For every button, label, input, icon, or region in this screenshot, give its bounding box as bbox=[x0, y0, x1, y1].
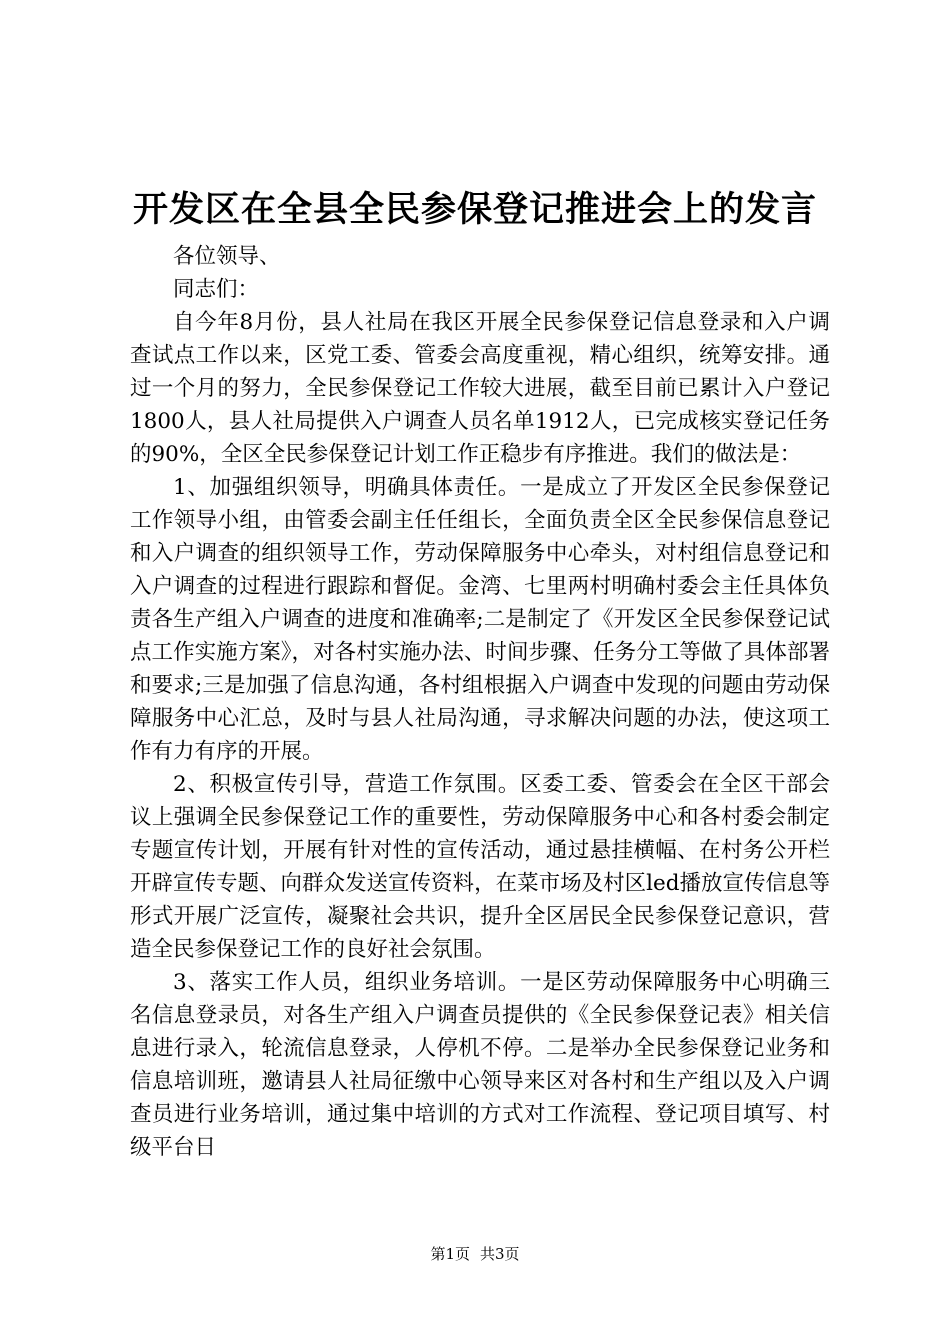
page-footer bbox=[0, 1244, 950, 1264]
page-total: 共3页 bbox=[480, 1245, 520, 1263]
intro-paragraph: 自今年8月份，县人社局在我区开展全民参保登记信息登录和入户调查试点工作以来，区党工委、管委会高度重视，精心组织，统筹安排。通过一个月的努力，全民参保登记工作较大进展，截至目前已累计入户登记1800人，县人社局提供入户调查人员名单1912人，已完成核实登记任务的90%，全区全民参保登记计划工作正稳步有序推进。我们的做法是： bbox=[130, 310, 830, 467]
salutation-comrades: 同志们： bbox=[173, 277, 260, 302]
document-title: 开发区在全县全民参保登记推进会上的发言 bbox=[132, 189, 817, 230]
salutation-leaders: 各位领导、 bbox=[173, 244, 281, 269]
section-2-paragraph: 2、积极宣传引导，营造工作氛围。区委工委、管委会在全区干部会议上强调全民参保登记工作的重要性，劳动保障服务中心和各村委会制定专题宣传计划，开展有针对性的宣传活动，通过悬挂横幅、在村务公开栏开辟宣传专题、向群众发送宣传资料，在菜市场及村区led播放宣传信息等形式开展广泛宣传，凝聚社会共识，提升全区居民全民参保登记意识，营造全民参保登记工作的良好社会氛围。 bbox=[130, 772, 830, 962]
page-number: 第1页 bbox=[430, 1245, 470, 1263]
document-body bbox=[130, 240, 830, 1164]
section-3-paragraph: 3、落实工作人员，组织业务培训。一是区劳动保障服务中心明确三名信息登录员，对各生产组入户调查员提供的《全民参保登记表》相关信息进行录入，轮流信息登录，人停机不停。二是举办全民参保登记业务和信息培训班，邀请县人社局征缴中心领导来区对各村和生产组以及入户调查员进行业务培训，通过集中培训的方式对工作流程、登记项目填写、村级平台日 bbox=[130, 970, 830, 1160]
section-1-paragraph: 1、加强组织领导，明确具体责任。一是成立了开发区全民参保登记工作领导小组，由管委会副主任任组长，全面负责全区全民参保信息登记和入户调查的组织领导工作，劳动保障服务中心牵头，对村组信息登记和入户调查的过程进行跟踪和督促。金湾、七里两村明确村委会主任具体负责各生产组入户调查的进度和准确率;二是制定了《开发区全民参保登记试点工作实施方案》，对各村实施办法、时间步骤、任务分工等做了具体部署和要求;三是加强了信息沟通，各村组根据入户调查中发现的问题由劳动保障服务中心汇总，及时与县人社局沟通，寻求解决问题的办法，使这项工作有力有序的开展。 bbox=[130, 475, 830, 764]
